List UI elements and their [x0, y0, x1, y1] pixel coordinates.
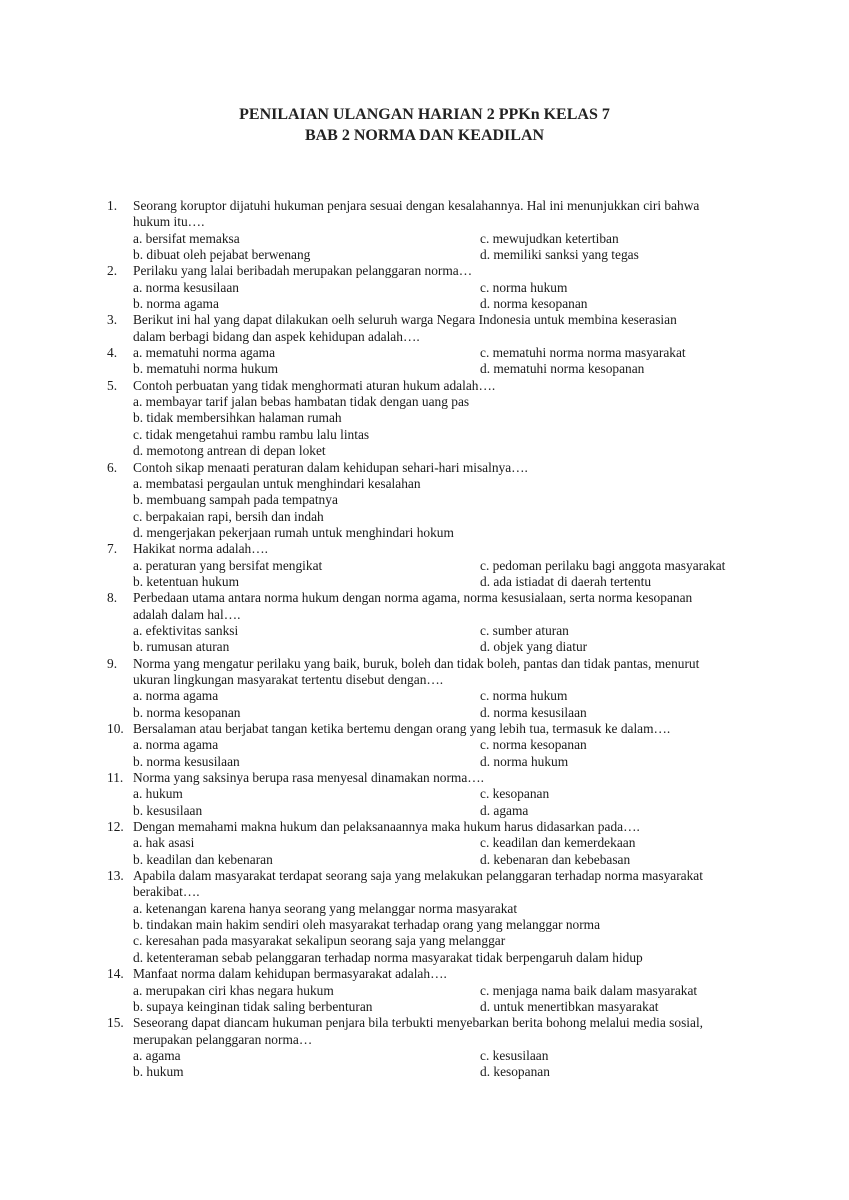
option-row	[0, 1064, 849, 1080]
worksheet-header	[0, 104, 849, 146]
answer-option: d. ketenteraman sebab pelanggaran terhadap norma masyarakat tidak berpengaruh dalam hidup	[133, 949, 643, 965]
question-text: Manfaat norma dalam kehidupan bermasyarakat adalah….	[133, 966, 447, 982]
answer-option: c. mewujudkan ketertiban	[480, 230, 619, 246]
question-text-line	[0, 460, 849, 476]
question-text-line	[0, 819, 849, 835]
question-text: Norma yang mengatur perilaku yang baik, buruk, boleh dan tidak boleh, pantas dan tidak pantas, menurut	[133, 655, 700, 671]
answer-option: a. norma agama	[133, 737, 219, 753]
option-row	[0, 639, 849, 655]
option-row	[0, 231, 849, 247]
answer-option: c. keadilan dan kemerdekaan	[480, 835, 636, 851]
question-text-line	[0, 1015, 849, 1031]
question-number: 5.	[107, 377, 118, 393]
option-row	[0, 754, 849, 770]
answer-option: a. membatasi pergaulan untuk menghindari kesalahan	[133, 475, 421, 491]
question-item	[0, 198, 849, 263]
question-text: Contoh perbuatan yang tidak menghormati aturan hukum adalah….	[133, 377, 496, 393]
answer-option: b. kesusilaan	[133, 802, 203, 818]
answer-option: b. ketentuan hukum	[133, 573, 239, 589]
answer-option: b. mematuhi norma hukum	[133, 361, 279, 377]
question-text: Seorang koruptor dijatuhi hukuman penjara sesuai dengan kesalahannya. Hal ini menunjukkan ciri bahwa	[133, 198, 700, 213]
answer-option: d. mengerjakan pekerjaan rumah untuk menghindari hokum	[133, 524, 454, 540]
question-text-line	[0, 868, 849, 884]
answer-option: b. norma kesopanan	[133, 704, 241, 720]
question-number: 13.	[107, 868, 124, 884]
question-text-line	[0, 378, 849, 394]
question-text-line	[0, 198, 849, 214]
answer-option: a. efektivitas sanksi	[133, 622, 239, 638]
answer-option: c. berpakaian rapi, bersih dan indah	[133, 508, 324, 524]
option-row	[0, 852, 849, 868]
answer-option: a. ketenangan karena hanya seorang yang melanggar norma masyarakat	[133, 900, 518, 916]
answer-option: c. norma hukum	[480, 688, 568, 704]
answer-option: a. membayar tarif jalan bebas hambatan tidak dengan uang pas	[133, 394, 470, 410]
answer-option: b. membuang sampah pada tempatnya	[133, 492, 338, 508]
answer-option: c. kesopanan	[480, 786, 550, 802]
question-text: ukuran lingkungan masyarakat tertentu disebut dengan….	[133, 671, 444, 687]
option-row	[0, 623, 849, 639]
question-text: dalam berbagi bidang dan aspek kehidupan adalah….	[133, 328, 420, 344]
answer-option: b. rumusan aturan	[133, 639, 230, 655]
answer-option: b. tidak membersihkan halaman rumah	[133, 410, 342, 426]
option-row	[0, 999, 849, 1015]
question-text: merupakan pelanggaran norma…	[133, 1031, 313, 1047]
question-text-line	[0, 721, 849, 737]
answer-option: d. mematuhi norma kesopanan	[480, 361, 645, 377]
question-number: 11.	[107, 770, 124, 786]
question-text: Dengan memahami makna hukum dan pelaksanaannya maka hukum harus didasarkan pada….	[133, 819, 640, 835]
question-text-line	[0, 541, 849, 557]
question-item	[0, 721, 849, 770]
question-number: 8.	[107, 590, 118, 606]
question-text-line	[0, 1032, 849, 1048]
answer-option: c. pedoman perilaku bagi anggota masyarakat	[480, 557, 726, 573]
question-text: Berikut ini hal yang dapat dilakukan oelh seluruh warga Negara Indonesia untuk membina keserasian	[133, 312, 677, 328]
answer-option: d. memotong antrean di depan loket	[133, 443, 326, 459]
question-item	[0, 460, 849, 542]
answer-option: c. tidak mengetahui rambu rambu lalu lintas	[133, 426, 370, 442]
question-text: Apabila dalam masyarakat terdapat seorang saja yang melakukan pelanggaran terhadap norma masyarakat	[133, 868, 703, 884]
question-item	[0, 312, 849, 345]
question-number: 6.	[107, 459, 118, 475]
question-item	[0, 345, 849, 378]
question-item	[0, 819, 849, 868]
answer-option: b. norma kesusilaan	[133, 753, 240, 769]
answer-option: a. peraturan yang bersifat mengikat	[133, 557, 323, 573]
answer-option: d. agama	[480, 802, 529, 818]
question-number: 15.	[107, 1015, 124, 1031]
answer-option: a. bersifat memaksa	[133, 230, 240, 246]
option-row	[0, 737, 849, 753]
option-row	[0, 345, 849, 361]
answer-option: c. norma hukum	[480, 279, 568, 295]
option-row	[0, 558, 849, 574]
question-item	[0, 656, 849, 721]
answer-option: d. norma kesusilaan	[480, 704, 587, 720]
answer-option: d. norma hukum	[480, 753, 569, 769]
answer-option: d. kebenaran dan kebebasan	[480, 851, 631, 867]
question-text-line	[0, 884, 849, 900]
answer-option: a. agama	[133, 1047, 181, 1063]
question-text: Norma yang saksinya berupa rasa menyesal dinamakan norma….	[133, 770, 485, 786]
question-text: Seseorang dapat diancam hukuman penjara bila terbukti menyebarkan berita bohong melalui media sosial,	[133, 1015, 704, 1031]
question-text: Hakikat norma adalah….	[133, 541, 268, 557]
option-row	[0, 247, 849, 263]
answer-option: c. norma kesopanan	[480, 737, 587, 753]
title-line-2: BAB 2 NORMA DAN KEADILAN	[304, 127, 545, 144]
question-number: 1.	[107, 198, 118, 213]
answer-option: d. untuk menertibkan masyarakat	[480, 998, 659, 1014]
option-row	[0, 574, 849, 590]
option-row	[0, 803, 849, 819]
question-item	[0, 263, 849, 312]
option-row	[0, 705, 849, 721]
option-row	[0, 786, 849, 802]
answer-option: d. objek yang diatur	[480, 639, 588, 655]
question-text-line	[0, 656, 849, 672]
question-text: Contoh sikap menaati peraturan dalam kehidupan sehari-hari misalnya….	[133, 459, 528, 475]
question-text-line	[0, 672, 849, 688]
question-list	[0, 198, 849, 1081]
option-row	[0, 296, 849, 312]
question-text-line	[0, 607, 849, 623]
answer-option: b. keadilan dan kebenaran	[133, 851, 273, 867]
question-number: 4.	[107, 345, 118, 361]
answer-option: a. merupakan ciri khas negara hukum	[133, 982, 334, 998]
question-item	[0, 868, 849, 966]
question-item	[0, 541, 849, 590]
option-row	[0, 688, 849, 704]
answer-option: b. norma agama	[133, 296, 219, 312]
question-text: adalah dalam hal….	[133, 606, 241, 622]
option-row	[0, 361, 849, 377]
answer-option: b. tindakan main hakim sendiri oleh masyarakat terhadap orang yang melanggar norma	[133, 917, 601, 933]
answer-option: a. norma kesusilaan	[133, 279, 239, 295]
option-row	[0, 983, 849, 999]
answer-option: c. sumber aturan	[480, 622, 569, 638]
question-text: berakibat….	[133, 884, 200, 900]
answer-option: c. keresahan pada masyarakat sekalipun seorang saja yang melanggar	[133, 933, 506, 949]
question-item	[0, 1015, 849, 1080]
question-number: 7.	[107, 541, 118, 557]
question-number: 14.	[107, 966, 124, 982]
answer-option: a. hak asasi	[133, 835, 195, 851]
question-text-line	[0, 770, 849, 786]
option-row	[0, 280, 849, 296]
question-text-line	[0, 966, 849, 982]
option-row	[0, 1048, 849, 1064]
answer-option: d. norma kesopanan	[480, 296, 588, 312]
question-item	[0, 966, 849, 1015]
question-number: 9.	[107, 655, 118, 671]
question-item	[0, 378, 849, 460]
answer-option: a. hukum	[133, 786, 183, 802]
question-text-line	[0, 263, 849, 279]
question-text: Bersalaman atau berjabat tangan ketika bertemu dengan orang yang lebih tua, termasuk ke dalam….	[133, 721, 671, 736]
answer-option: b. hukum	[133, 1064, 184, 1080]
answer-option: d. memiliki sanksi yang tegas	[480, 247, 639, 263]
question-number: 10.	[107, 721, 124, 736]
question-text-line	[0, 312, 849, 328]
question-number: 3.	[107, 312, 118, 328]
answer-option: c. menjaga nama baik dalam masyarakat	[480, 982, 698, 998]
answer-option: a. mematuhi norma agama	[133, 345, 276, 361]
answer-option: d. kesopanan	[480, 1064, 550, 1080]
question-item	[0, 590, 849, 655]
question-item	[0, 770, 849, 819]
question-text: Perilaku yang lalai beribadah merupakan pelanggaran norma…	[133, 263, 473, 279]
question-text: Perbedaan utama antara norma hukum dengan norma agama, norma kesusialaan, serta norma kesopanan	[133, 590, 693, 606]
title-line-1: PENILAIAN ULANGAN HARIAN 2 PPKn KELAS 7	[239, 106, 610, 123]
question-text-line	[0, 329, 849, 345]
answer-option: c. mematuhi norma norma masyarakat	[480, 345, 686, 361]
question-text: hukum itu….	[133, 214, 205, 230]
question-number: 2.	[107, 263, 118, 279]
question-text-line	[0, 590, 849, 606]
question-number: 12.	[107, 819, 124, 835]
answer-option: a. norma agama	[133, 688, 219, 704]
answer-option: b. dibuat oleh pejabat berwenang	[133, 247, 311, 263]
option-row	[0, 835, 849, 851]
answer-option: c. kesusilaan	[480, 1047, 549, 1063]
answer-option: b. supaya keinginan tidak saling berbenturan	[133, 998, 373, 1014]
question-text-line	[0, 214, 849, 230]
answer-option: d. ada istiadat di daerah tertentu	[480, 573, 652, 589]
